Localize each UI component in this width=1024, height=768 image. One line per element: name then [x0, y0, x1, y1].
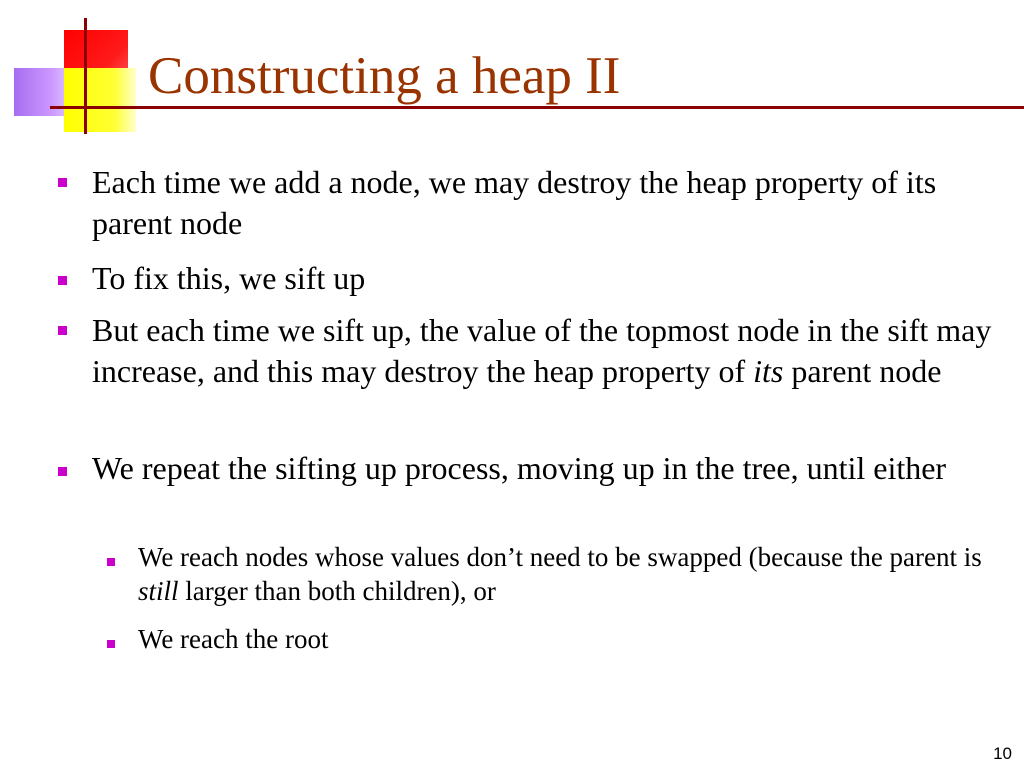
subbullet-text: We reach nodes whose values don’t need to be swapped (because the parent is	[138, 542, 982, 572]
bullet-marker-icon	[58, 326, 67, 335]
decor-yellow-square	[64, 68, 136, 132]
subbullet-marker-icon	[107, 558, 115, 566]
bullet-item	[92, 310, 992, 392]
bullet-emphasis: its	[753, 353, 784, 389]
bullet-marker-icon	[58, 467, 67, 476]
page-number: 10	[993, 744, 1012, 763]
bullet-text: But each time we sift up, the value of the topmost node in the sift may increase, and this may destroy the heap property of	[92, 312, 992, 389]
subbullet-emphasis: still	[138, 576, 179, 606]
slide-title: Constructing a heap II	[148, 47, 621, 105]
subbullet-item: We reach the root	[138, 624, 329, 654]
subbullet-text: larger than both children), or	[178, 576, 496, 606]
subbullet-item	[138, 540, 998, 608]
bullet-marker-icon	[58, 276, 67, 285]
decor-vertical-rule	[84, 18, 87, 134]
title-underline-rule	[50, 106, 1024, 109]
subbullet-marker-icon	[107, 640, 115, 648]
bullet-item: We repeat the sifting up process, moving up in the tree, until either	[92, 450, 947, 486]
bullet-text: parent node	[783, 353, 942, 389]
bullet-marker-icon	[58, 178, 67, 187]
bullet-item: To fix this, we sift up	[92, 260, 366, 296]
bullet-item: Each time we add a node, we may destroy the heap property of its parent node	[92, 164, 937, 241]
